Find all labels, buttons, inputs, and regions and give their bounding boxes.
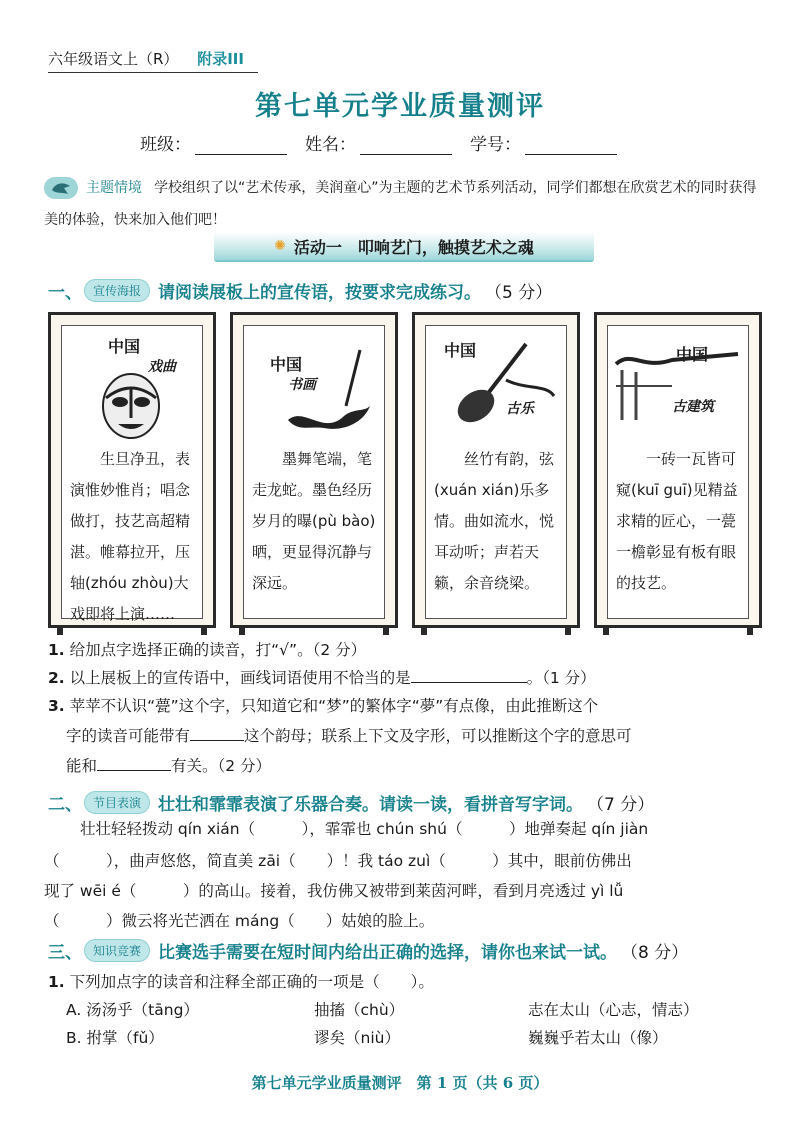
class-input[interactable] — [195, 136, 287, 155]
question-1-3: 3. 苹苹不认识“甍”这个字，只知道它和“梦”的繁体字“夢”有点像，由此推断这个 — [48, 697, 599, 715]
section1-title: 一、 宣传海报 请阅读展板上的宣传语，按要求完成练习。 （5 分） — [48, 278, 552, 303]
book-label: 六年级语文上（R） — [48, 50, 179, 68]
option-a-2: 抽搐（chù） — [314, 1001, 405, 1019]
question-1-3-line2: 字的读音可能带有 这个韵母；联系上下文及字形，可以推断这个字的意思可 — [66, 722, 632, 750]
pipa-icon — [446, 340, 556, 426]
student-info-row — [140, 130, 635, 155]
option-a-1[interactable]: A. 汤汤乎（tāng） — [66, 1001, 199, 1019]
activity-banner — [214, 232, 594, 262]
answer-blank[interactable] — [411, 666, 527, 683]
sun-icon: ✺ — [274, 238, 286, 254]
option-b-2: 谬矣（niù） — [314, 1029, 400, 1047]
activity-title: 活动一 叩响艺门，触摸艺术之魂 — [293, 237, 534, 257]
pinyin-line-4: （ ）微云将光芒洒在 máng（ ）姑娘的脸上。 — [44, 912, 435, 930]
section3-title: 三、 知识竞赛 比赛选手需要在短时间内给出正确的选择，请你也来试一试。 （8 分） — [48, 938, 688, 963]
name-field: 姓名： — [305, 130, 452, 155]
page-header — [48, 48, 244, 69]
pinyin-line-3: 现了 wēi é（ ）的高山。接着，我仿佛又被带到莱茵河畔，看到月亮透过 yì lǚ — [44, 882, 624, 900]
class-field: 班级： — [140, 130, 287, 155]
section2-title: 二、 节目表演 壮壮和霏霏表演了乐器合奏。请读一读，看拼音写字词。 （7 分） — [48, 790, 654, 815]
music-text: 丝竹有韵，弦(xuán xián)乐多情。曲如流水，悦耳动听；声若天籁，余音绕梁。 — [434, 450, 555, 592]
answer-blank[interactable] — [97, 754, 171, 771]
pinyin-line-2: （ ），曲声悠悠，简直美 zāi（ ）！我 táo zuì（ ）其中，眼前仿佛出 — [44, 852, 632, 870]
section1-tag: 宣传海报 — [84, 279, 150, 302]
answer-blank[interactable] — [190, 724, 244, 741]
bird-badge-icon — [44, 177, 78, 199]
calligraphy-text: 墨舞笔端，笔走龙蛇。墨色经历岁月的曝(pù bào)晒，更显得沉静与深远。 — [252, 450, 376, 592]
poster-boards — [48, 312, 760, 626]
option-a-3: 志在太山（心志，情志） — [528, 1001, 699, 1019]
student-id-input[interactable] — [525, 136, 617, 155]
poster-board-calligraphy: 中国 书画 墨舞笔端，笔走龙蛇。墨色经历岁月的曝(pù bào)晒，更显得沉静与深远。 — [230, 312, 398, 628]
opera-mask-icon — [96, 368, 166, 440]
architecture-text: 一砖一瓦皆可窥(kuī guī)见精益求精的匠心，一甍一檐彰显有板有眼的技艺。 — [616, 450, 738, 592]
question-1-3-line3: 能和 有关。（2 分） — [66, 752, 271, 780]
page-footer: 第七单元学业质量测评 第 1 页（共 6 页） — [251, 1074, 549, 1092]
pinyin-line-1: 壮壮轻轻拨动 qín xián（ ），霏霏也 chún shú（ ）地弹奏起 qín jiàn — [80, 820, 649, 838]
appendix-label: 附录III — [197, 50, 244, 68]
section3-tag: 知识竞赛 — [84, 939, 150, 962]
header-divider — [48, 72, 258, 73]
option-b-1[interactable]: B. 拊掌（fǔ） — [66, 1029, 164, 1047]
theme-paragraph — [44, 172, 764, 236]
poster-board-opera: 中国 戏曲 生旦净丑，表演惟妙惟肖；唱念做打，技艺高超精湛。帷幕拉开，压轴(zhóu zhòu)大戏即将上演…… — [48, 312, 216, 628]
student-id-field: 学号： — [470, 130, 617, 155]
question-1-2: 2. 以上展板上的宣传语中，画线词语使用不恰当的是 。（1 分） — [48, 664, 596, 692]
roof-eave-icon — [612, 340, 742, 430]
section2-tag: 节目表演 — [84, 791, 150, 814]
poster-board-architecture: 中国 古建筑 一砖一瓦皆可窥(kuī guī)见精益求精的匠心，一甍一檐彰显有板有眼的技艺。 — [594, 312, 762, 628]
question-1-1: 1. 给加点字选择正确的读音，打“√”。（2 分） — [48, 641, 367, 659]
name-input[interactable] — [360, 136, 452, 155]
question-3-1: 1. 下列加点字的读音和注释全部正确的一项是（ ）。 — [48, 973, 434, 991]
option-b-3: 巍巍乎若太山（像） — [528, 1029, 668, 1047]
theme-label: 主题情境 — [86, 180, 142, 196]
opera-text: 生旦净丑，表演惟妙惟肖；唱念做打，技艺高超精湛。帷幕拉开，压轴(zhóu zhòu)大戏即将上演…… — [70, 450, 191, 623]
page-title: 第七单元学业质量测评 — [255, 91, 545, 122]
poster-board-music: 中国 古乐 丝竹有韵，弦(xuán xián)乐多情。曲如流水，悦耳动听；声若天籁，余音绕梁。 — [412, 312, 580, 628]
brush-stroke-icon — [284, 346, 374, 436]
theme-text: 学校组织了以“艺术传承，美润童心”为主题的艺术节系列活动，同学们都想在欣赏艺术的同时获得美的体验，快来加入他们吧！ — [44, 180, 757, 228]
